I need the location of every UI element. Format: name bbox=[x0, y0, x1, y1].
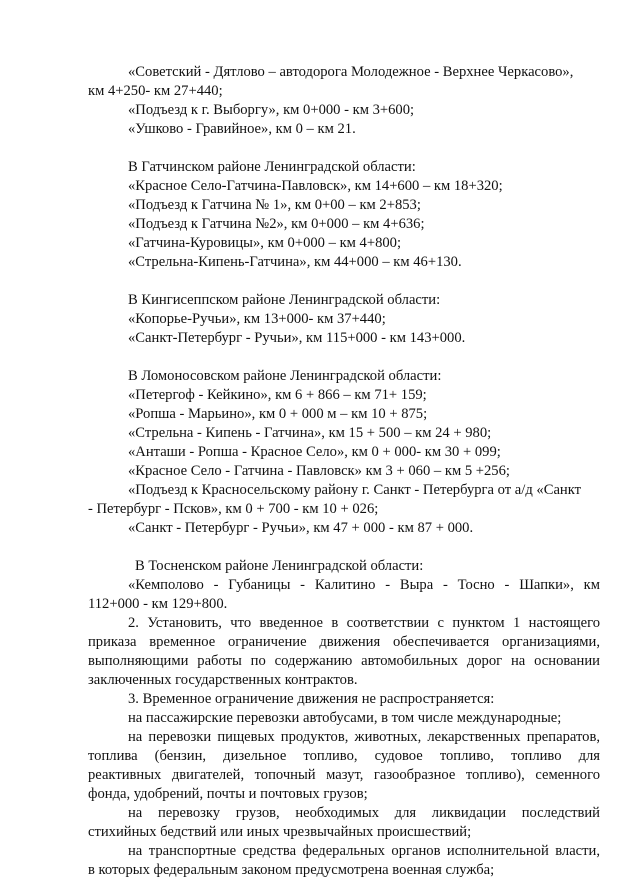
gatchina-item: «Красное Село-Гатчина-Павловск», км 14+600 – км 18+320; bbox=[128, 178, 503, 194]
lomonosov-long-item-cont: - Петербург - Псков», км 0 + 700 - км 10 + 026; bbox=[88, 501, 379, 517]
road-item-sovetsky: «Советский - Дятлово – автодорога Молодежное - Верхнее Черкасово», bbox=[128, 64, 574, 80]
lomonosov-item: «Анташи - Ропша - Красное Село», км 0 + 000- км 30 + 099; bbox=[128, 444, 501, 460]
gatchina-item: «Гатчина-Куровицы», км 0+000 – км 4+800; bbox=[128, 235, 402, 251]
gatchina-item: «Подъезд к Гатчина № 1», км 0+00 – км 2+853; bbox=[128, 197, 421, 213]
road-item-vyborg: «Подъезд к г. Выборгу», км 0+000 - км 3+600; bbox=[128, 102, 415, 118]
spacer bbox=[88, 538, 600, 557]
point-3-heading: 3. Временное ограничение движения не распространяется: bbox=[128, 691, 495, 707]
lomonosov-item: «Красное Село - Гатчина - Павловск» км 3 + 060 – км 5 +256; bbox=[128, 463, 510, 479]
point-3-text: топлива (бензин, дизельное топливо, судовое топливо, топливо для bbox=[88, 748, 600, 764]
spacer bbox=[88, 348, 600, 367]
kingisepp-item: «Копорье-Ручьи», км 13+000- км 37+440; bbox=[128, 311, 386, 327]
road-item-sovetsky-km: км 4+250- км 27+440; bbox=[88, 83, 223, 99]
point-3-text: на транспортные средства федеральных органов исполнительной власти, bbox=[128, 843, 600, 859]
point-2-text: 2. Установить, что введенное в соответствии с пунктом 1 настоящего bbox=[128, 615, 600, 631]
tosno-item: «Кемполово - Губаницы - Калитино - Выра - Тосно - Шапки», км bbox=[128, 577, 600, 593]
point-3-text: фонда, удобрений, почты и почтовых грузов; bbox=[88, 786, 368, 802]
lomonosov-item: «Стрельна - Кипень - Гатчина», км 15 + 500 – км 24 + 980; bbox=[128, 425, 492, 441]
point-3-text: на пассажирские перевозки автобусами, в том числе международные; bbox=[128, 710, 562, 726]
point-2-text: заключенных государственных контрактов. bbox=[88, 672, 358, 688]
point-2-text: выполняющими работы по содержанию автомобильных дорог на основании bbox=[88, 653, 600, 669]
spacer bbox=[88, 272, 600, 291]
road-item-ushkovo: «Ушково - Гравийное», км 0 – км 21. bbox=[128, 121, 356, 137]
point-3-text: на перевозки пищевых продуктов, животных, лекарственных препаратов, bbox=[128, 729, 600, 745]
kingisepp-item: «Санкт-Петербург - Ручьи», км 115+000 - км 143+000. bbox=[128, 330, 466, 346]
gatchina-heading: В Гатчинском районе Ленинградской области: bbox=[128, 159, 416, 175]
tosno-heading: В Тосненском районе Ленинградской области: bbox=[135, 558, 424, 574]
document-page bbox=[88, 63, 600, 880]
gatchina-item: «Подъезд к Гатчина №2», км 0+000 – км 4+636; bbox=[128, 216, 425, 232]
point-3-text: в которых федеральным законом предусмотрена военная служба; bbox=[88, 862, 495, 878]
lomonosov-heading: В Ломоносовском районе Ленинградской области: bbox=[128, 368, 442, 384]
point-3-text: стихийных бедствий или иных чрезвычайных происшествий; bbox=[88, 824, 472, 840]
lomonosov-item: «Ропша - Марьино», км 0 + 000 м – км 10 + 875; bbox=[128, 406, 428, 422]
spacer bbox=[88, 139, 600, 158]
tosno-item-km: 112+000 - км 129+800. bbox=[88, 596, 228, 612]
lomonosov-item: «Петергоф - Кейкино», км 6 + 866 – км 71+ 159; bbox=[128, 387, 427, 403]
point-3-text: реактивных двигателей, топочный мазут, газообразное топливо), семенного bbox=[88, 767, 600, 783]
lomonosov-long-item: «Подъезд к Красносельскому району г. Санкт - Петербурга от а/д «Санкт bbox=[128, 482, 582, 498]
kingisepp-heading: В Кингисеппском районе Ленинградской области: bbox=[128, 292, 441, 308]
point-2-text: приказа временное ограничение движения обеспечивается организациями, bbox=[88, 634, 600, 650]
point-3-text: на перевозку грузов, необходимых для ликвидации последствий bbox=[128, 805, 600, 821]
gatchina-item: «Стрельна-Кипень-Гатчина», км 44+000 – км 46+130. bbox=[128, 254, 462, 270]
lomonosov-last-item: «Санкт - Петербург - Ручьи», км 47 + 000 - км 87 + 000. bbox=[128, 520, 474, 536]
